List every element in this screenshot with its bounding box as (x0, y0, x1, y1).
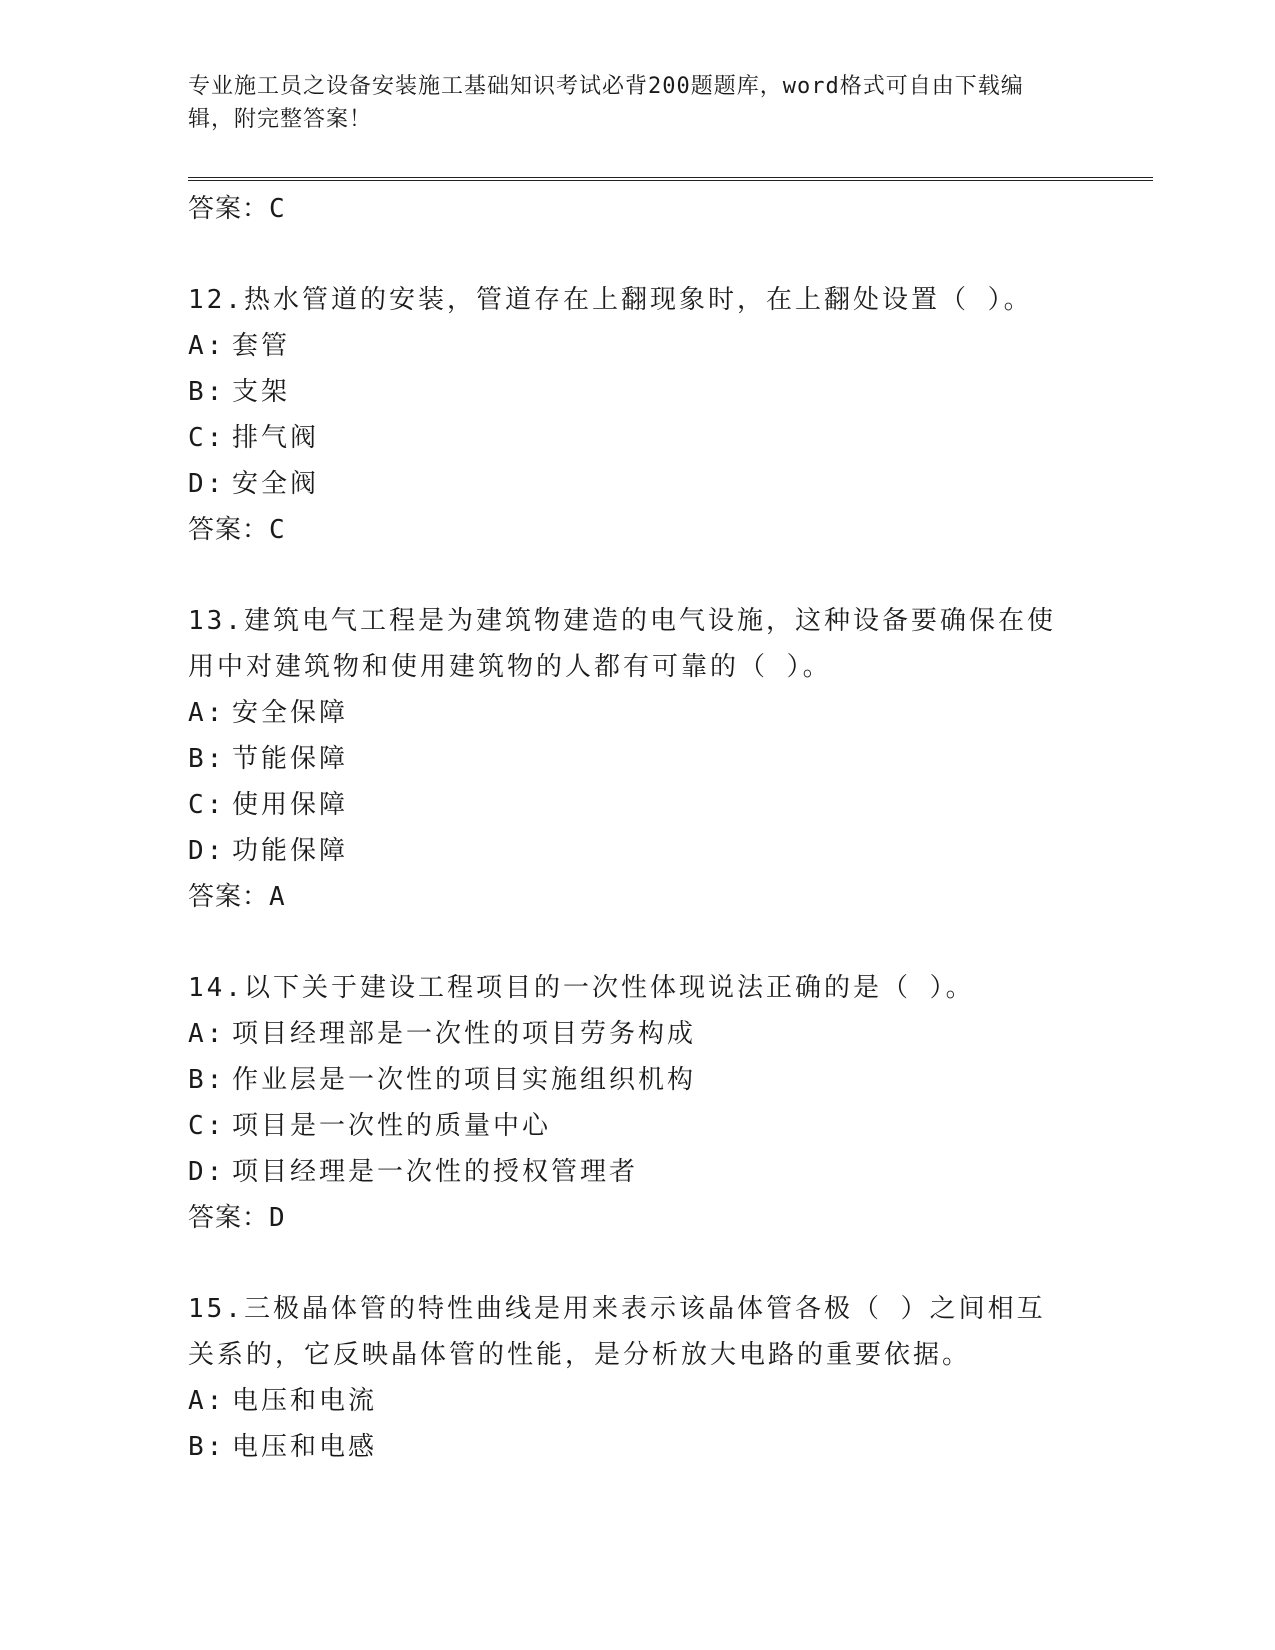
option-item (188, 690, 1153, 736)
question-text: 建筑电气工程是为建筑物建造的电气设施，这种设备要确保在使用中对建筑物和使用建筑物的人都有可靠的（ ）。 (188, 606, 1056, 682)
option-text: 套管 (232, 331, 291, 361)
option-item (188, 736, 1153, 782)
option-item (188, 1057, 1153, 1103)
option-text: 节能保障 (232, 744, 349, 774)
option-text: 电压和电流 (232, 1386, 378, 1416)
question-stem (188, 965, 1068, 1011)
question-number: 13. (188, 606, 244, 636)
answer-value: C (269, 194, 286, 224)
question-block (188, 1286, 1153, 1470)
option-key: B: (188, 744, 226, 774)
option-key: C: (188, 1111, 226, 1141)
option-key: A: (188, 1386, 226, 1416)
option-key: A: (188, 698, 226, 728)
question-stem (188, 598, 1068, 690)
answer-prefix: 答案： (188, 882, 270, 912)
answer-prefix: 答案： (188, 194, 270, 224)
question-block (188, 598, 1153, 920)
question-text: 三极晶体管的特性曲线是用来表示该晶体管各极（ ）之间相互关系的，它反映晶体管的性能，是分析放大电路的重要依据。 (188, 1294, 1046, 1370)
option-text: 安全阀 (232, 469, 320, 499)
question-number: 15. (188, 1294, 244, 1324)
option-key: A: (188, 1019, 226, 1049)
option-key: D: (188, 469, 226, 499)
option-text: 电压和电感 (232, 1432, 378, 1462)
option-text: 使用保障 (232, 790, 349, 820)
previous-answer (188, 186, 1153, 232)
option-item (188, 1424, 1153, 1470)
option-key: B: (188, 1432, 226, 1462)
option-text: 项目是一次性的质量中心 (232, 1111, 552, 1141)
option-item (188, 1103, 1153, 1149)
answer-line (188, 1195, 1153, 1241)
option-text: 安全保障 (232, 698, 349, 728)
option-key: B: (188, 377, 226, 407)
option-item (188, 782, 1153, 828)
option-item (188, 1378, 1153, 1424)
question-list (188, 186, 1153, 1470)
option-text: 项目经理部是一次性的项目劳务构成 (232, 1019, 697, 1049)
option-item (188, 1149, 1153, 1195)
question-text: 以下关于建设工程项目的一次性体现说法正确的是（ ）。 (243, 973, 975, 1003)
header-text: 专业施工员之设备安装施工基础知识考试必背200题题库，word格式可自由下载编辑，附完整答案！ (188, 74, 1024, 132)
question-text: 热水管道的安装，管道存在上翻现象时，在上翻处设置（ ）。 (243, 285, 1033, 315)
answer-value: C (269, 515, 286, 545)
option-key: A: (188, 331, 226, 361)
answer-line (188, 507, 1153, 553)
question-number: 14. (188, 973, 244, 1003)
page-header (188, 70, 1068, 136)
question-number: 12. (188, 285, 244, 315)
option-item (188, 415, 1153, 461)
option-text: 作业层是一次性的项目实施组织机构 (232, 1065, 697, 1095)
option-key: C: (188, 423, 226, 453)
option-text: 项目经理是一次性的授权管理者 (232, 1157, 639, 1187)
header-divider (188, 177, 1153, 181)
answer-value: A (269, 882, 286, 912)
question-stem (188, 1286, 1068, 1378)
answer-prefix: 答案： (188, 515, 270, 545)
option-key: B: (188, 1065, 226, 1095)
question-block (188, 277, 1153, 553)
answer-prefix: 答案： (188, 1203, 270, 1233)
option-text: 排气阀 (232, 423, 320, 453)
option-text: 支架 (232, 377, 291, 407)
option-key: D: (188, 1157, 226, 1187)
option-item (188, 369, 1153, 415)
option-item (188, 323, 1153, 369)
option-text: 功能保障 (232, 836, 349, 866)
option-key: D: (188, 836, 226, 866)
questions-container (188, 277, 1153, 1470)
option-item (188, 461, 1153, 507)
option-key: C: (188, 790, 226, 820)
question-stem (188, 277, 1068, 323)
answer-line (188, 874, 1153, 920)
answer-value: D (269, 1203, 286, 1233)
option-item (188, 1011, 1153, 1057)
option-item (188, 828, 1153, 874)
question-block (188, 965, 1153, 1241)
